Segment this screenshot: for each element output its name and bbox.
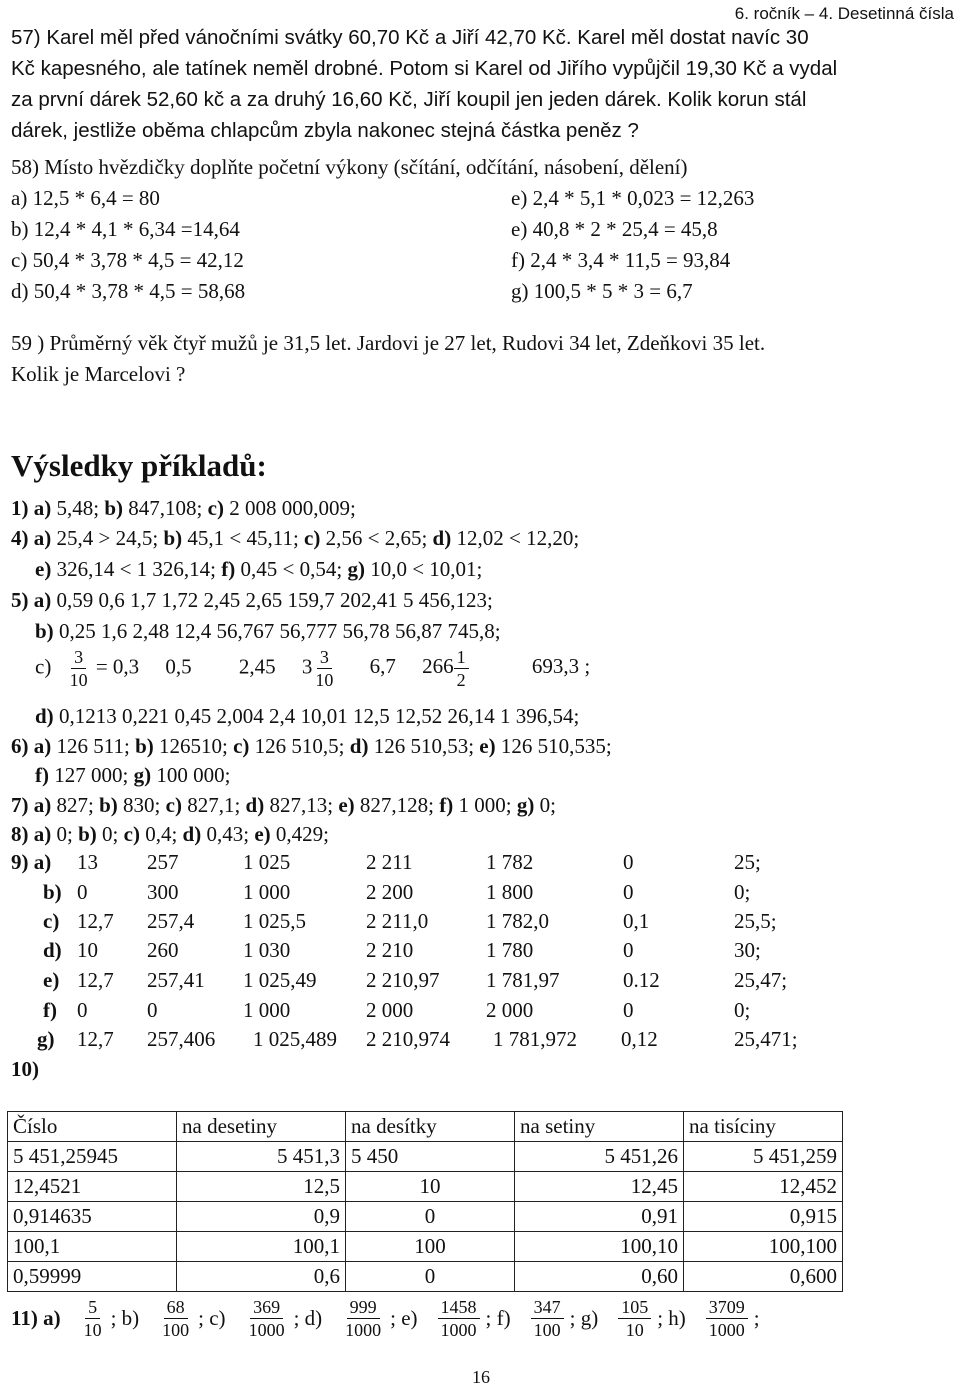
separator: ; d) [293, 1306, 323, 1330]
denominator: 1000 [708, 1320, 745, 1340]
result-10-label: 10) [11, 1057, 39, 1081]
table-cell: 0,91 [515, 1202, 684, 1232]
problem-57-line: dárek, jestliže oběma chlapcům zbyla nakonec stejná částka peněz ? [11, 119, 639, 142]
cell: 25; [734, 850, 761, 874]
cell: 0 [623, 850, 634, 874]
numerator: 105 [618, 1298, 651, 1319]
fraction [618, 1298, 651, 1339]
cell: 257,4 [147, 909, 195, 933]
result-9-row [11, 968, 911, 999]
result-5c-label: c) [35, 654, 52, 679]
cell: e) [43, 968, 60, 992]
result-5c-text: = 0,3 0,5 2,45 3 [95, 654, 313, 679]
result-9-row [11, 1027, 911, 1058]
table-cell: 100,1 [177, 1232, 346, 1262]
table-cell: 0 [346, 1202, 515, 1232]
table-cell: 0,60 [515, 1262, 684, 1292]
problem-58-intro: 58) Místo hvězdičky doplňte početní výkony (sčítání, odčítání, násobení, dělení) [11, 155, 688, 179]
cell: 300 [147, 880, 179, 904]
result-6-line: f) 127 000; g) 100 000; [35, 763, 231, 787]
cell: 25,471; [734, 1027, 798, 1051]
table-header: na desetiny [177, 1112, 346, 1142]
cell: 2 211 [366, 850, 413, 874]
result-9-row [11, 998, 911, 1029]
table-cell: 12,4521 [8, 1172, 177, 1202]
problem-58-left: b) 12,4 * 4,1 * 6,34 =14,64 [11, 217, 240, 241]
result-5-fractions [11, 648, 590, 689]
numerator: 999 [347, 1298, 380, 1319]
result-4-line: 4) a) 25,4 > 24,5; b) 45,1 < 45,11; c) 2,56 < 2,65; d) 12,02 < 12,20; [11, 526, 580, 550]
cell: 257,41 [147, 968, 205, 992]
table-cell: 12,452 [684, 1172, 843, 1202]
separator: ; b) [110, 1306, 140, 1330]
cell: 30; [734, 938, 761, 962]
result-4-line: e) 326,14 < 1 326,14; f) 0,45 < 0,54; g) 10,0 < 10,01; [35, 557, 483, 581]
cell: 13 [77, 850, 98, 874]
denominator: 10 [69, 670, 88, 690]
cell: 0 [623, 998, 634, 1022]
table-cell: 5 451,26 [515, 1142, 684, 1172]
table-cell: 10 [346, 1172, 515, 1202]
cell: 1 025,49 [243, 968, 317, 992]
cell: 1 025,5 [243, 909, 306, 933]
fraction [67, 648, 91, 689]
table-cell: 0 [346, 1262, 515, 1292]
cell: c) [43, 909, 60, 933]
table-cell: 12,45 [515, 1172, 684, 1202]
result-9-row [11, 850, 911, 881]
cell: 0; [734, 880, 751, 904]
cell: 0,1 [623, 909, 650, 933]
denominator: 100 [162, 1320, 190, 1340]
numerator: 1 [454, 648, 469, 669]
numerator: 369 [250, 1298, 283, 1319]
cell: 2 000 [486, 998, 534, 1022]
problem-59 [11, 328, 956, 390]
problem-58-row [11, 183, 956, 214]
separator: ; e) [390, 1306, 418, 1330]
denominator: 10 [83, 1320, 102, 1340]
cell: 0 [623, 938, 634, 962]
fraction [706, 1298, 748, 1339]
result-7: 7) a) 827; b) 830; c) 827,1; d) 827,13; e) 827,128; f) 1 000; g) 0; [11, 793, 556, 817]
problem-58 [11, 152, 956, 307]
denominator: 1000 [440, 1320, 477, 1340]
numerator: 3 [317, 648, 332, 669]
table-row [8, 1202, 843, 1232]
cell: 2 210 [366, 938, 414, 962]
table-cell: 100 [346, 1232, 515, 1262]
numerator: 347 [531, 1298, 564, 1319]
table-header: na tisíciny [684, 1112, 843, 1142]
problem-58-left: c) 50,4 * 3,78 * 4,5 = 42,12 [11, 248, 244, 272]
table-cell: 5 451,259 [684, 1142, 843, 1172]
result-5c-text: 6,7 266 [369, 654, 454, 679]
cell: 2 000 [366, 998, 414, 1022]
denominator: 100 [533, 1320, 561, 1340]
cell: 260 [147, 938, 179, 962]
table-cell: 100,1 [8, 1232, 177, 1262]
fraction [531, 1298, 564, 1339]
problem-58-row [11, 276, 956, 307]
page-number: 16 [472, 1367, 490, 1387]
cell: 1 800 [486, 880, 534, 904]
cell: 2 210,97 [366, 968, 440, 992]
cell: 0.12 [623, 968, 660, 992]
cell: 0 [77, 880, 88, 904]
cell: 12,7 [77, 968, 114, 992]
cell: 1 000 [243, 998, 291, 1022]
fraction [246, 1298, 288, 1339]
cell: 2 200 [366, 880, 414, 904]
problem-58-right: e) 2,4 * 5,1 * 0,023 = 12,263 [511, 186, 755, 210]
table-header: na setiny [515, 1112, 684, 1142]
table-cell: 0,6 [177, 1262, 346, 1292]
cell: 0 [147, 998, 158, 1022]
table-header: Číslo [8, 1112, 177, 1142]
fraction [454, 648, 469, 689]
cell: 25,5; [734, 909, 777, 933]
table-cell: 0,915 [684, 1202, 843, 1232]
problem-57-line: 57) Karel měl před vánočními svátky 60,70 Kč a Jiří 42,70 Kč. Karel měl dostat navíc 30 [11, 26, 809, 49]
fraction [438, 1298, 480, 1339]
page-header: 6. ročník – 4. Desetinná čísla [734, 4, 954, 23]
numerator: 3709 [706, 1298, 748, 1319]
cell: 1 025 [243, 850, 291, 874]
fraction [81, 1298, 105, 1339]
cell: 12,7 [77, 909, 114, 933]
result-5-line: b) 0,25 1,6 2,48 12,4 56,767 56,777 56,78 56,87 745,8; [35, 619, 501, 643]
cell: g) [37, 1027, 55, 1051]
result-5-line: d) 0,1213 0,221 0,45 2,004 2,4 10,01 12,5 12,52 26,14 1 396,54; [35, 704, 580, 728]
cell: 2 211,0 [366, 909, 429, 933]
table-cell: 12,5 [177, 1172, 346, 1202]
result-1: 1) a) 5,48; b) 847,108; c) 2 008 000,009; [11, 496, 356, 520]
table-cell: 5 450 [346, 1142, 515, 1172]
result-11-label: 11) a) [11, 1306, 61, 1330]
problem-58-left: d) 50,4 * 3,78 * 4,5 = 58,68 [11, 279, 246, 303]
table-row [8, 1142, 843, 1172]
separator: ; h) [657, 1306, 686, 1330]
cell: 10 [77, 938, 98, 962]
problem-57-line: za první dárek 52,60 kč a za druhý 16,60 Kč, Jiří koupil jen jeden dárek. Kolik korun stál [11, 88, 807, 111]
problem-57-line: Kč kapesného, ale tatínek neměl drobné. Potom si Karel od Jiřího vypůjčil 19,30 Kč a vydal [11, 57, 838, 80]
problem-58-row [11, 245, 956, 276]
table-row [8, 1172, 843, 1202]
cell: b) [43, 880, 62, 904]
table-row [8, 1262, 843, 1292]
cell: 0,12 [621, 1027, 658, 1051]
table-cell: 0,914635 [8, 1202, 177, 1232]
cell: f) [43, 998, 57, 1022]
result-11 [11, 1298, 760, 1339]
problem-58-row [11, 214, 956, 245]
separator: ; [753, 1306, 760, 1330]
problem-58-right: e) 40,8 * 2 * 25,4 = 45,8 [511, 217, 718, 241]
fraction [159, 1298, 192, 1339]
cell: 1 782,0 [486, 909, 549, 933]
denominator: 10 [315, 670, 334, 690]
result-6-line: 6) a) 126 511; b) 126510; c) 126 510,5; d) 126 510,53; e) 126 510,535; [11, 734, 612, 758]
denominator: 10 [625, 1320, 644, 1340]
cell: d) [43, 938, 62, 962]
cell: 257 [147, 850, 179, 874]
fraction [312, 648, 336, 689]
result-9-row [11, 909, 911, 940]
result-9-grid [11, 850, 911, 1065]
table-header-row [8, 1112, 843, 1142]
cell: 257,406 [147, 1027, 216, 1051]
cell: 25,47; [734, 968, 788, 992]
cell: 0; [734, 998, 751, 1022]
table-cell: 0,59999 [8, 1262, 177, 1292]
separator: ; g) [569, 1306, 599, 1330]
problem-59-line: 59 ) Průměrný věk čtyř mužů je 31,5 let. Jardovi je 27 let, Rudovi 34 let, Zdeňkovi 35 let. [11, 331, 766, 355]
result-5-line: 5) a) 0,59 0,6 1,7 1,72 2,45 2,65 159,7 202,41 5 456,123; [11, 588, 493, 612]
denominator: 2 [456, 670, 466, 690]
table-cell: 5 451,3 [177, 1142, 346, 1172]
cell: 0 [77, 998, 88, 1022]
denominator: 1000 [345, 1320, 382, 1340]
cell: 1 780 [486, 938, 534, 962]
cell: 1 030 [243, 938, 291, 962]
fraction [342, 1298, 384, 1339]
rounding-table [7, 1111, 843, 1292]
result-9-row [11, 938, 911, 969]
numerator: 68 [164, 1298, 188, 1319]
numerator: 5 [85, 1298, 100, 1319]
cell: 9) a) [11, 850, 52, 874]
denominator: 1000 [248, 1320, 285, 1340]
problem-59-line: Kolik je Marcelovi ? [11, 362, 186, 386]
table-cell: 0,9 [177, 1202, 346, 1232]
cell: 1 781,97 [486, 968, 560, 992]
table-cell: 100,10 [515, 1232, 684, 1262]
cell: 1 000 [243, 880, 291, 904]
result-8: 8) a) 0; b) 0; c) 0,4; d) 0,43; e) 0,429; [11, 822, 329, 846]
table-cell: 0,600 [684, 1262, 843, 1292]
cell: 12,7 [77, 1027, 114, 1051]
problem-58-right: g) 100,5 * 5 * 3 = 6,7 [511, 279, 693, 303]
problem-58-left: a) 12,5 * 6,4 = 80 [11, 186, 160, 210]
separator: ; f) [485, 1306, 511, 1330]
table-cell: 100,100 [684, 1232, 843, 1262]
table-cell: 5 451,25945 [8, 1142, 177, 1172]
problem-58-right: f) 2,4 * 3,4 * 11,5 = 93,84 [511, 248, 731, 272]
cell: 1 781,972 [493, 1027, 577, 1051]
table-row [8, 1232, 843, 1262]
numerator: 1458 [438, 1298, 480, 1319]
results-heading: Výsledky příkladů: [11, 448, 267, 483]
numerator: 3 [71, 648, 86, 669]
table-header: na desítky [346, 1112, 515, 1142]
result-9-row [11, 880, 911, 911]
cell: 1 025,489 [253, 1027, 337, 1051]
cell: 1 782 [486, 850, 534, 874]
cell: 0 [623, 880, 634, 904]
result-5c-text: 693,3 ; [531, 654, 591, 679]
cell: 2 210,974 [366, 1027, 450, 1051]
problem-57 [11, 22, 956, 146]
separator: ; c) [198, 1306, 226, 1330]
